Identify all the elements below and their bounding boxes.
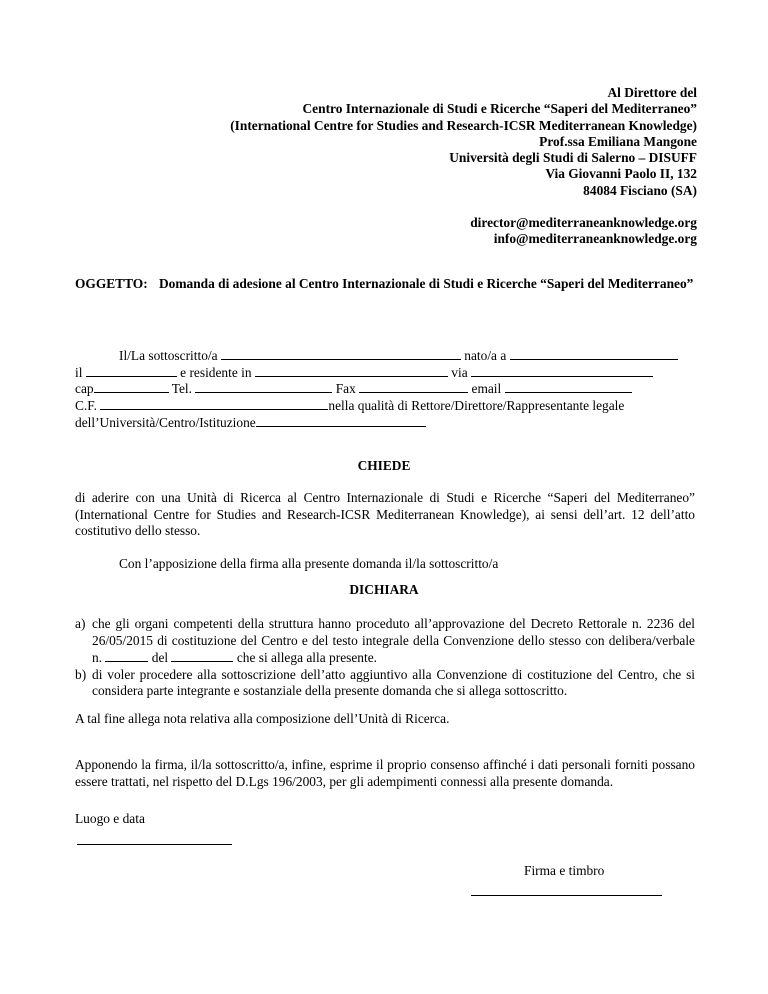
address-line-6: Via Giovanni Paolo II, 132: [545, 166, 697, 182]
email-info[interactable]: info@mediterraneanknowledge.org: [493, 231, 697, 247]
item-a-part-2: del: [151, 650, 169, 665]
cap-label: cap: [75, 381, 94, 397]
item-a-text: [92, 616, 695, 667]
field-line-2: [75, 364, 700, 381]
recipient-address: [230, 85, 697, 248]
address-line-4: Prof.ssa Emiliana Mangone: [539, 133, 697, 149]
chiede-paragraph: di aderire con una Unità di Ricerca al Centro Internazionale di Studi e Ricerche “Saperi del Mediterraneo” (International Centre for Studies and Research-ICSR Mediterranean Knowledge), ai sensi dell’art. 12 dell’atto costitutivo dello stesso.: [75, 490, 695, 538]
delibera-date-blank[interactable]: [171, 649, 233, 662]
istituzione-label: dell’Università/Centro/Istituzione: [75, 414, 256, 430]
residence-blank[interactable]: [255, 364, 448, 377]
email-blank[interactable]: [505, 380, 632, 393]
sottoscritto-label: Il/La sottoscritto/a: [119, 348, 218, 363]
list-item-b: [75, 667, 695, 700]
consenso-paragraph: Apponendo la firma, il/la sottoscritto/a, infine, esprime il proprio consenso affinché i dati personali forniti possano essere trattati, nel rispetto del D.Lgs 196/2003, per gli adempimenti connessi alla presente domanda.: [75, 757, 695, 789]
via-label: via: [451, 364, 468, 380]
chiede-heading: CHIEDE: [357, 458, 411, 473]
field-line-1: [75, 347, 700, 364]
luogo-data-line[interactable]: [77, 844, 232, 845]
email-block: [230, 215, 697, 248]
cap-blank[interactable]: [94, 380, 169, 393]
tel-label: Tel.: [171, 381, 192, 397]
subject-label: OGGETTO:: [75, 276, 148, 291]
subject-text: Domanda di adesione al Centro Internazionale di Studi e Ricerche “Saperi del Mediterraneo”: [159, 276, 694, 291]
cf-blank[interactable]: [100, 397, 328, 410]
residente-label: e residente in: [180, 364, 252, 380]
birthplace-blank[interactable]: [510, 347, 678, 360]
istituzione-blank[interactable]: [256, 414, 426, 427]
item-a-part-3: che si allega alla presente.: [236, 650, 378, 665]
name-blank[interactable]: [221, 347, 461, 360]
field-line-5: [75, 414, 700, 431]
dichiara-list: [75, 616, 695, 700]
address-line-1: Al Direttore del: [607, 85, 697, 100]
fax-blank[interactable]: [359, 380, 468, 393]
address-line-2: Centro Internazionale di Studi e Ricerche “Saperi del Mediterraneo”: [302, 101, 697, 117]
nato-label: nato/a a: [464, 348, 507, 363]
fax-label: Fax: [335, 381, 356, 397]
list-item-a: [75, 616, 695, 667]
allega-paragraph: A tal fine allega nota relativa alla composizione dell’Unità di Ricerca.: [75, 711, 450, 726]
cf-label: C.F.: [75, 398, 98, 414]
firma-timbro-label: Firma e timbro: [524, 863, 605, 878]
address-line-7: 84084 Fisciano (SA): [583, 182, 697, 198]
dichiara-heading: DICHIARA: [349, 582, 419, 597]
luogo-data-label: Luogo e data: [75, 811, 145, 826]
firma-intro: Con l’apposizione della firma alla presente domanda il/la sottoscritto/a: [119, 556, 499, 571]
signature-line[interactable]: [471, 895, 662, 896]
item-b-marker: b): [75, 666, 87, 682]
street-blank[interactable]: [471, 364, 653, 377]
qualita-label: nella qualità di Rettore/Direttore/Rappresentante legale: [328, 398, 625, 414]
tel-blank[interactable]: [195, 380, 332, 393]
subject-block: [75, 276, 695, 293]
applicant-fields: [75, 347, 700, 430]
il-label: il: [75, 364, 83, 380]
field-line-4: [75, 397, 700, 414]
item-a-part-1: che gli organi competenti della struttura hanno proceduto all’approvazione del Decreto Rettorale n. 2236 del 26/05/2015 di costituzione del Centro e del testo integrale della Convenzione dello stesso con delibera/verbale n.: [92, 616, 695, 665]
field-line-3: [75, 380, 700, 397]
item-a-marker: a): [75, 616, 86, 631]
delibera-number-blank[interactable]: [105, 649, 148, 662]
email-label: email: [471, 381, 502, 397]
email-director[interactable]: director@mediterraneanknowledge.org: [470, 215, 697, 231]
address-line-3: (International Centre for Studies and Research-ICSR Mediterranean Knowledge): [230, 117, 697, 133]
address-line-5: Università degli Studi di Salerno – DISUFF: [449, 150, 697, 166]
birthdate-blank[interactable]: [86, 364, 177, 377]
item-b-text: di voler procedere alla sottoscrizione dell’atto aggiuntivo alla Convenzione di costituzione del Centro, che si considera parte integrante e sostanziale della presente domanda che si allega sottoscritto.: [92, 666, 695, 698]
